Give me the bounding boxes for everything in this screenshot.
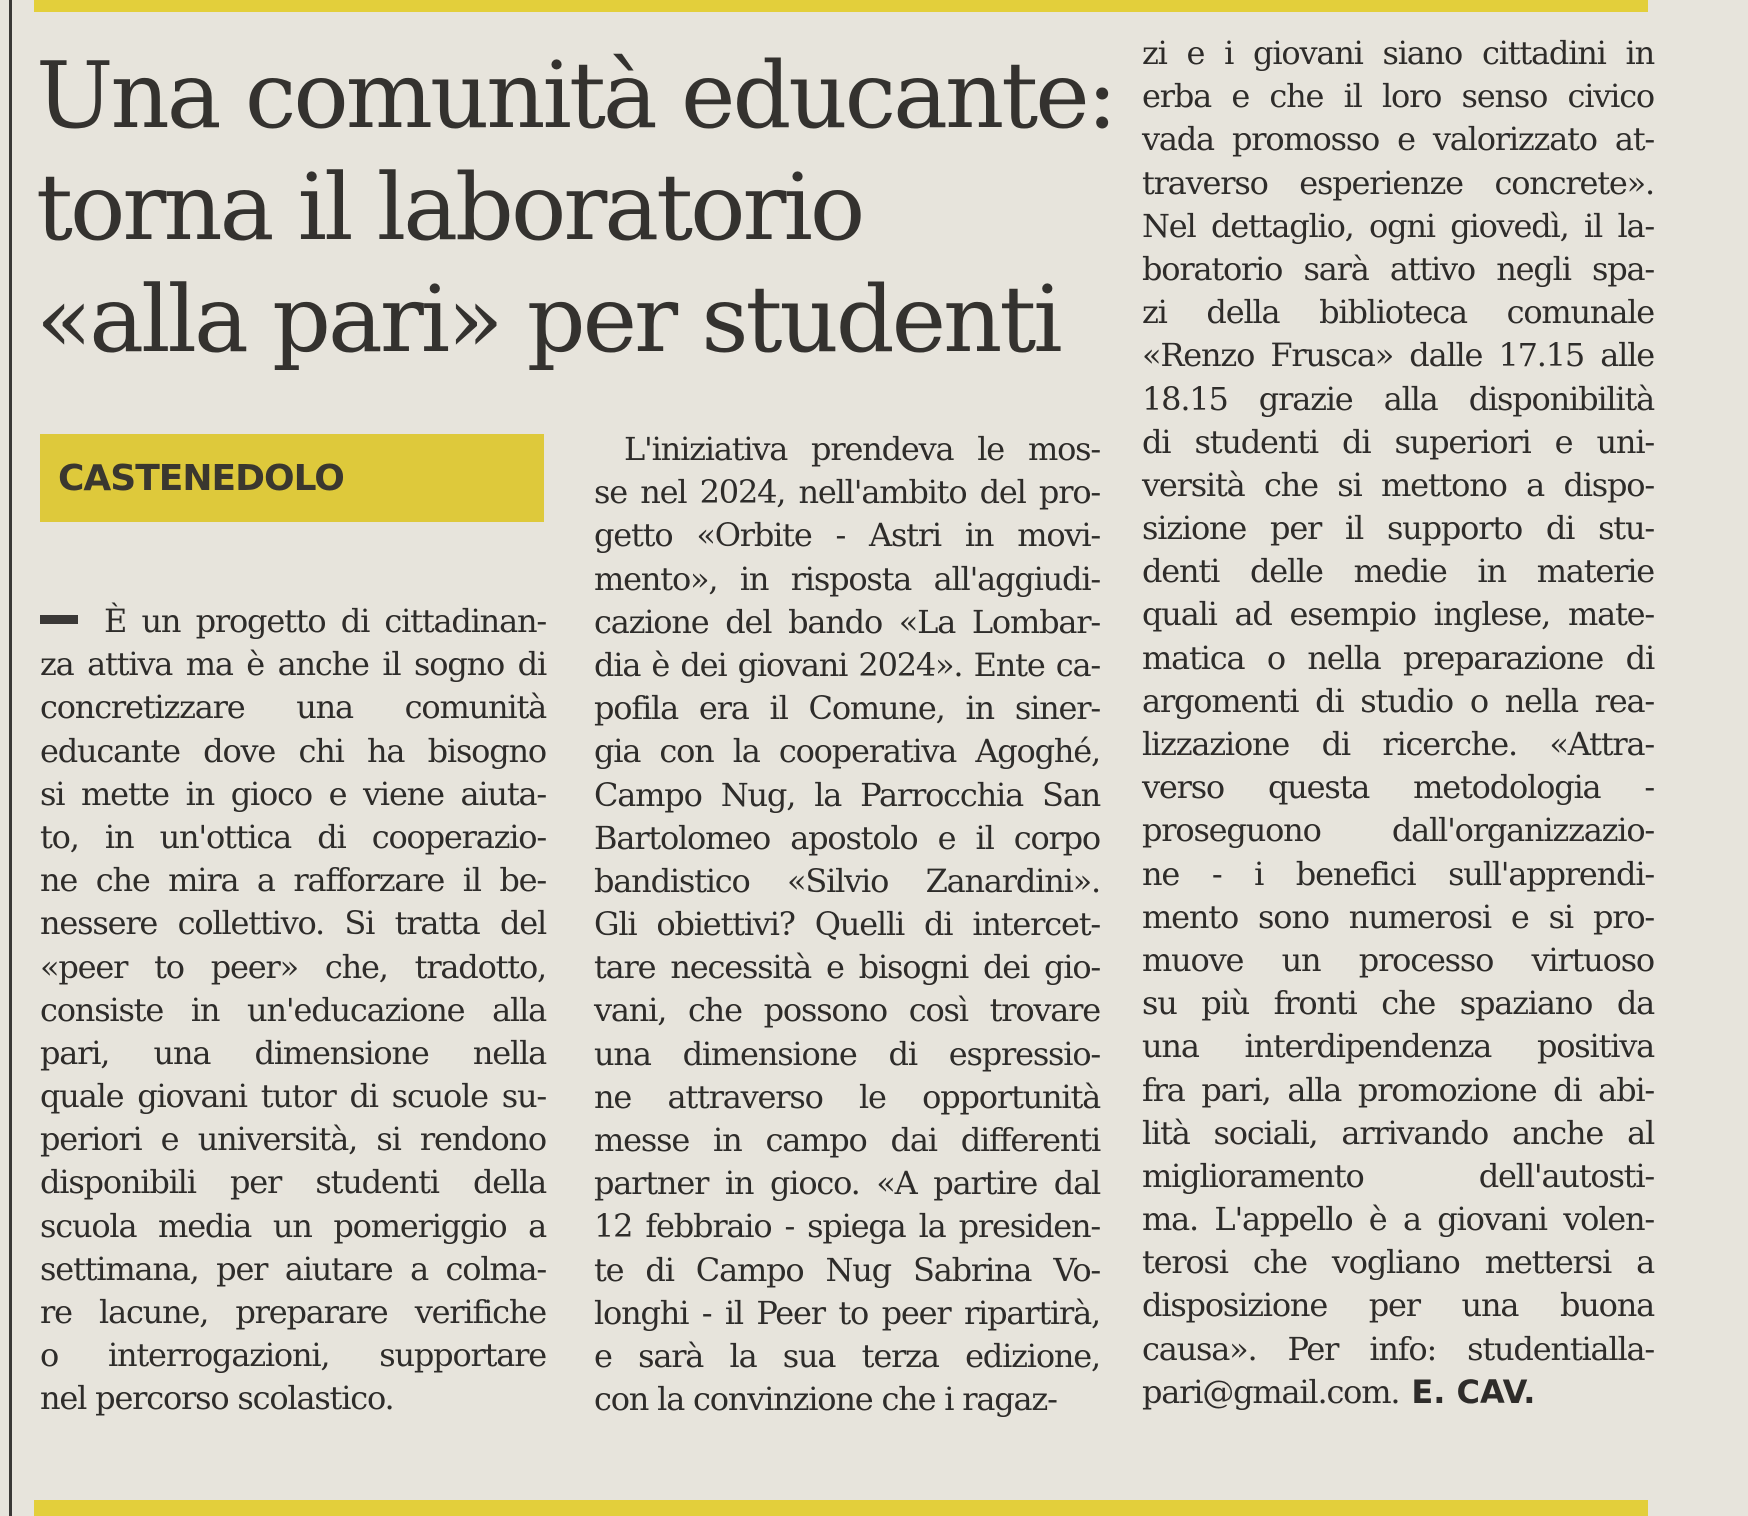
article-line — [1142, 334, 1654, 377]
article-line — [1142, 1112, 1654, 1155]
article-line — [594, 1292, 1100, 1335]
article-line — [40, 773, 546, 816]
article-headline — [36, 40, 1115, 376]
article-line — [1142, 378, 1654, 421]
article-line — [594, 1033, 1100, 1076]
article-line-text: terosi che vogliano mettersi a — [1142, 1243, 1654, 1282]
article-line — [594, 774, 1100, 817]
article-line — [594, 644, 1100, 687]
headline-line: torna il laboratorio — [36, 154, 863, 261]
article-line — [1142, 1069, 1654, 1112]
article-line-text: to, in un'ottica di cooperazio- — [40, 817, 546, 856]
article-line-text: ne attraverso le opportunità — [594, 1077, 1100, 1116]
article-column-1 — [40, 600, 546, 1421]
article-line-text: ma. L'appello è a giovani volen- — [1142, 1200, 1654, 1239]
article-line-text: te di Campo Nug Sabrina Vo- — [594, 1250, 1100, 1289]
article-line-text: za attiva ma è anche il sogno di — [40, 645, 546, 684]
article-line-text: vada promosso e valorizzato at- — [1142, 120, 1654, 159]
article-line-text: argomenti di studio o nella rea- — [1142, 681, 1654, 720]
article-line — [40, 1075, 546, 1118]
article-line-text: dia è dei giovani 2024». Ente ca- — [594, 645, 1100, 684]
article-line-text: concretizzare una comunità — [40, 688, 546, 727]
article-line — [594, 428, 1100, 471]
article-line — [40, 859, 546, 902]
article-line-text: getto «Orbite - Astri in movi- — [594, 516, 1100, 555]
article-line — [1142, 1371, 1654, 1414]
article-line — [1142, 1155, 1654, 1198]
article-line — [1142, 75, 1654, 118]
article-line — [1142, 1328, 1654, 1371]
article-line — [40, 1291, 546, 1334]
article-line — [40, 643, 546, 686]
article-line-text: lizzazione di ricerche. «Attra- — [1142, 725, 1654, 763]
article-line-text: Bartolomeo apostolo e il corpo — [594, 818, 1100, 857]
article-line — [1142, 853, 1654, 896]
article-line-text: re lacune, preparare verifiche — [40, 1293, 546, 1331]
headline-line: «alla pari» per studenti — [36, 266, 1060, 373]
article-line — [40, 1377, 546, 1420]
article-line-text: e sarà la sua terza edizione, — [594, 1336, 1100, 1375]
article-line — [1142, 1025, 1654, 1068]
article-line-text: denti delle medie in materie — [1142, 552, 1654, 591]
article-line-text: nessere collettivo. Si tratta del — [40, 904, 546, 943]
article-line-text: messe in campo dai differenti — [594, 1121, 1100, 1159]
article-line — [1142, 766, 1654, 809]
article-line — [40, 686, 546, 729]
author-signature: E. CAV. — [1411, 1372, 1536, 1411]
article-line — [1142, 162, 1654, 205]
article-line — [1142, 809, 1654, 852]
article-line — [594, 1249, 1100, 1292]
article-line-text: «peer to peer» che, tradotto, — [40, 947, 546, 986]
article-line — [40, 1248, 546, 1291]
article-line-text: muove un processo virtuoso — [1142, 940, 1654, 979]
article-line-text: mento sono numerosi e si pro- — [1142, 897, 1654, 936]
article-line-text: traverso esperienze concrete». — [1142, 163, 1654, 202]
article-line — [594, 1335, 1100, 1378]
article-line — [1142, 464, 1654, 507]
article-line — [594, 989, 1100, 1032]
article-line — [40, 1205, 546, 1248]
article-line-text: una interdipendenza positiva — [1142, 1027, 1654, 1066]
article-line — [1142, 593, 1654, 636]
article-line — [594, 860, 1100, 903]
left-column-rule — [9, 0, 12, 1516]
article-line — [40, 946, 546, 989]
article-line-text: zi della biblioteca comunale — [1142, 293, 1654, 332]
article-line — [1142, 118, 1654, 161]
article-line — [40, 1032, 546, 1075]
article-line — [40, 1118, 546, 1161]
article-line — [594, 1076, 1100, 1119]
article-line-text: quali ad esempio inglese, mate- — [1142, 595, 1654, 634]
article-line-text: partner in gioco. «A partire dal — [594, 1164, 1100, 1203]
article-line-text: con la convinzione che i ragaz- — [594, 1380, 1057, 1419]
article-column-3 — [1142, 32, 1654, 1414]
article-line — [1142, 1241, 1654, 1284]
article-line-text: causa». Per info: studentialla- — [1142, 1329, 1654, 1368]
article-line-text: settimana, per aiutare a colma- — [40, 1249, 546, 1288]
article-line — [594, 1205, 1100, 1248]
article-line — [1142, 291, 1654, 334]
article-line — [594, 730, 1100, 773]
article-line — [594, 471, 1100, 514]
article-line — [594, 946, 1100, 989]
article-line-text: quale giovani tutor di scuole su- — [40, 1077, 546, 1116]
article-line — [594, 687, 1100, 730]
article-line-text: cazione del bando «La Lombar- — [594, 602, 1100, 641]
article-line-text: longhi - il Peer to peer ripartirà, — [594, 1293, 1100, 1332]
article-line — [1142, 982, 1654, 1025]
article-line-text: tare necessità e bisogni dei gio- — [594, 948, 1100, 987]
article-line — [40, 902, 546, 945]
article-line — [594, 1119, 1100, 1162]
article-line-text: boratorio sarà attivo negli spa- — [1142, 249, 1654, 288]
article-line — [1142, 421, 1654, 464]
article-line-text: fra pari, alla promozione di abi- — [1142, 1070, 1654, 1109]
article-line-text: una dimensione di espressio- — [594, 1034, 1100, 1073]
article-line — [1142, 550, 1654, 593]
article-line — [594, 817, 1100, 860]
article-line-text: zi e i giovani siano cittadini in — [1142, 34, 1654, 72]
article-line-text: «Renzo Frusca» dalle 17.15 alle — [1142, 336, 1654, 375]
article-line-text: pari, una dimensione nella — [40, 1033, 546, 1072]
paragraph-marker-icon — [40, 615, 78, 624]
article-line — [1142, 896, 1654, 939]
article-line-text: vani, che possono così trovare — [594, 991, 1100, 1030]
article-line — [40, 600, 546, 643]
article-line-text: periori e università, si rendono — [40, 1120, 546, 1159]
article-line-text: matica o nella preparazione di — [1142, 638, 1654, 677]
article-line-text: su più fronti che spaziano da — [1142, 984, 1654, 1023]
article-line-text: gia con la cooperativa Agoghé, — [594, 732, 1100, 771]
article-line-text: nel percorso scolastico. — [40, 1379, 394, 1418]
article-line-text: o interrogazioni, supportare — [40, 1336, 546, 1375]
article-line-text: mento», in risposta all'aggiudi- — [594, 559, 1100, 598]
article-line — [594, 1162, 1100, 1205]
article-line-text: 18.15 grazie alla disponibilità — [1142, 379, 1654, 418]
location-kicker-box — [40, 434, 544, 522]
article-line-text: L'iniziativa prendeva le mos- — [624, 430, 1100, 468]
article-line-text: consiste in un'educazione alla — [40, 990, 546, 1029]
article-line — [40, 730, 546, 773]
article-line-text: ne che mira a rafforzare il be- — [40, 861, 546, 900]
article-line — [594, 903, 1100, 946]
article-line-text: 12 febbraio - spiega la presiden- — [594, 1207, 1100, 1246]
article-line-text: È un progetto di cittadinan- — [104, 602, 546, 640]
location-kicker: CASTENEDOLO — [58, 457, 344, 499]
article-line — [1142, 939, 1654, 982]
article-line — [1142, 680, 1654, 723]
article-line-text: ne - i benefici sull'apprendi- — [1142, 854, 1654, 893]
article-line — [1142, 1284, 1654, 1327]
article-line-text: Nel dettaglio, ogni giovedì, il la- — [1142, 206, 1654, 245]
article-line-text: miglioramento dell'autosti- — [1142, 1156, 1654, 1195]
article-line-text: si mette in gioco e viene aiuta- — [40, 774, 546, 813]
article-line — [1142, 32, 1654, 75]
article-line — [1142, 1198, 1654, 1241]
article-line — [1142, 507, 1654, 550]
article-line-text: bandistico «Silvio Zanardini». — [594, 861, 1100, 900]
article-line-text: scuola media un pomeriggio a — [40, 1206, 546, 1245]
article-line-text: pari@gmail.com. — [1142, 1372, 1400, 1411]
headline-line: Una comunità educante: — [36, 42, 1115, 149]
article-line — [40, 816, 546, 859]
article-line-text: sizione per il supporto di stu- — [1142, 509, 1654, 548]
article-line — [40, 1161, 546, 1204]
article-line-text: educante dove chi ha bisogno — [40, 731, 546, 770]
article-line — [1142, 723, 1654, 766]
article-line-text: verso questa metodologia - — [1142, 768, 1654, 807]
article-line-text: disposizione per una buona — [1142, 1286, 1654, 1325]
bottom-yellow-rule — [34, 1500, 1648, 1516]
article-line — [1142, 248, 1654, 291]
article-line — [40, 989, 546, 1032]
article-line-text: pofila era il Comune, in siner- — [594, 689, 1100, 728]
article-line-text: di studenti di superiori e uni- — [1142, 422, 1654, 461]
article-line — [594, 558, 1100, 601]
article-line-text: lità sociali, arrivando anche al — [1142, 1113, 1654, 1152]
article-line — [594, 601, 1100, 644]
article-line — [40, 1334, 546, 1377]
article-line-text: erba e che il loro senso civico — [1142, 77, 1654, 116]
article-line-text: Gli obiettivi? Quelli di intercet- — [594, 905, 1100, 944]
article-line — [1142, 205, 1654, 248]
article-line-text: se nel 2024, nell'ambito del pro- — [594, 473, 1100, 512]
top-yellow-rule — [34, 0, 1648, 12]
article-line — [1142, 637, 1654, 680]
article-line-text: disponibili per studenti della — [40, 1163, 546, 1202]
article-line-text: Campo Nug, la Parrocchia San — [594, 775, 1100, 814]
article-line-text: proseguono dall'organizzazio- — [1142, 811, 1654, 850]
article-line — [594, 1378, 1100, 1421]
article-line — [594, 514, 1100, 557]
article-column-2 — [594, 428, 1100, 1421]
article-line-text: versità che si mettono a dispo- — [1142, 465, 1654, 504]
